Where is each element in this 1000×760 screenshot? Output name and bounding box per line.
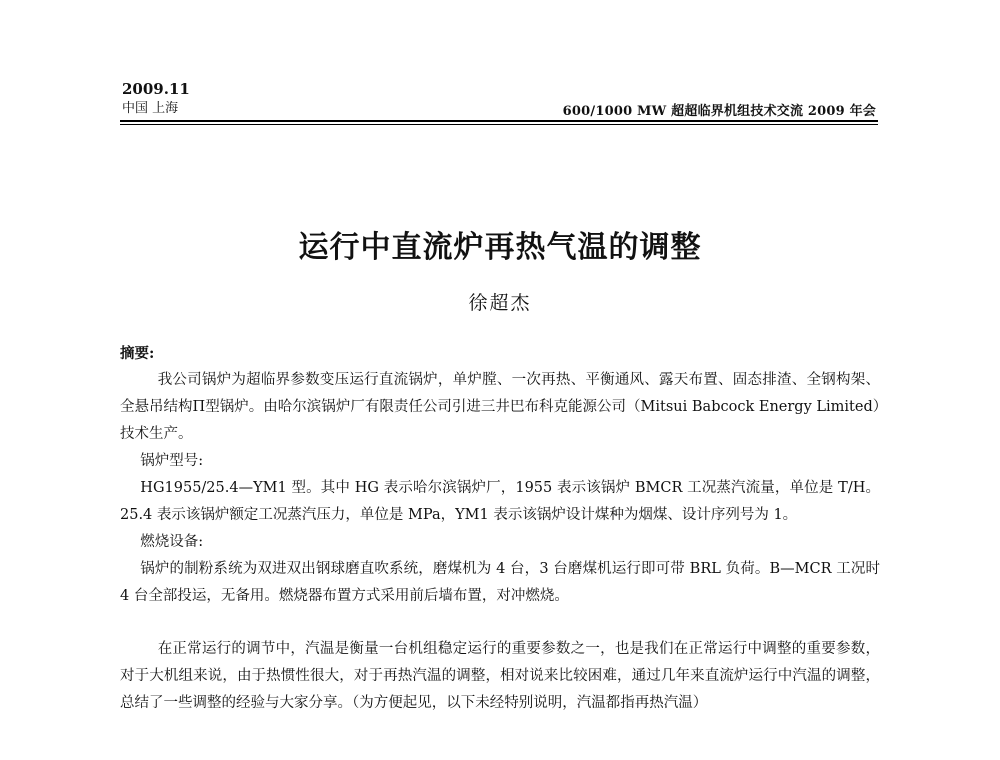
paper-title: 运行中直流炉再热气温的调整 — [298, 230, 702, 265]
header-rule-thick — [120, 120, 878, 122]
abstract-intro: 我公司锅炉为超临界参数变压运行直流锅炉，单炉膛、一次再热、平衡通风、露天布置、固态排渣、全钢构架、全悬吊结构Π型锅炉。由哈尔滨锅炉厂有限责任公司引进三井巴布科克能源公司（Mitsui Babcock Energy Limited）技术生产。 — [120, 372, 880, 442]
header-conference: 600/1000 MW 超超临界机组技术交流 2009 年会 — [562, 104, 876, 119]
main-paragraph: 在正常运行的调节中，汽温是衡量一台机组稳定运行的重要参数之一，也是我们在正常运行中调整的重要参数，对于大机组来说，由于热惯性很大，对于再热汽温的调整，相对说来比较困难，通过几年来直流炉运行中汽温的调整，总结了一些调整的经验与大家分享。（为方便起见，以下未经特别说明，汽温都指再热汽温） — [120, 641, 880, 711]
model-text: HG1955/25.4—YM1 型。其中 HG 表示哈尔滨锅炉厂，1955 表示该锅炉 BMCR 工况蒸汽流量，单位是 T/H。25.4 表示该锅炉额定工况蒸汽压力，单位是 MPa，YM1 表示该锅炉设计煤种为烟煤、设计序列号为 1。 — [120, 480, 880, 523]
header-location: 中国 上海 — [122, 101, 179, 116]
header-meta — [122, 80, 190, 118]
abstract-heading: 摘要: — [120, 345, 155, 362]
paper-body — [120, 340, 880, 717]
burner-text: 锅炉的制粉系统为双进双出钢球磨直吹系统，磨煤机为 4 台，3 台磨煤机运行即可带 BRL 负荷。B—MCR 工况时 4 台全部投运，无备用。燃烧器布置方式采用前后墙布置，对冲燃烧。 — [120, 561, 880, 604]
paper-author: 徐超杰 — [468, 292, 532, 314]
paragraph-gap — [120, 610, 880, 636]
model-heading: 锅炉型号: — [140, 453, 204, 469]
header-date: 2009.11 — [122, 80, 190, 98]
header-rule-thin — [120, 124, 878, 125]
burner-heading: 燃烧设备: — [140, 534, 204, 550]
